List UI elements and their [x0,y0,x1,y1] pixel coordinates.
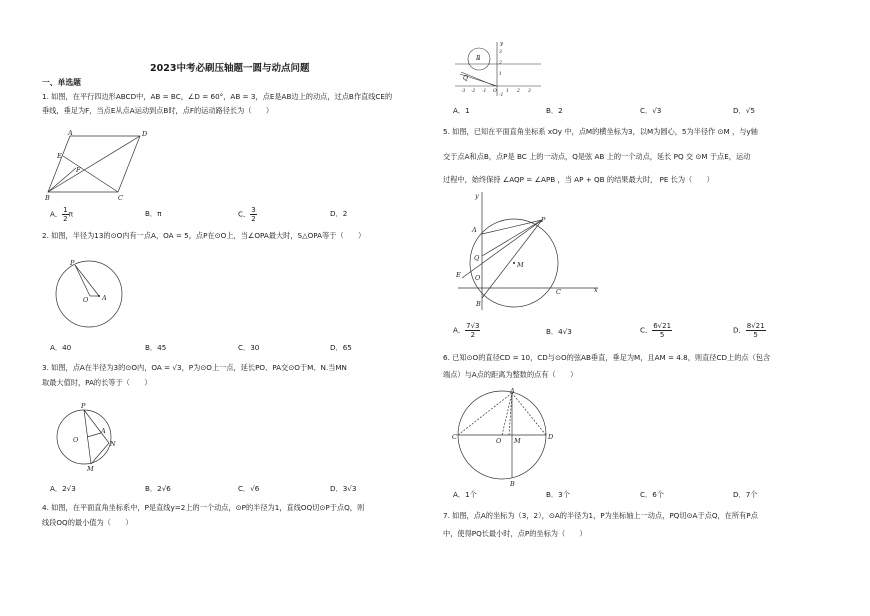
question-1-text-line2: 垂线，垂足为F，当点E从点A运动到点B时，点F的运动路径长为（ ） [42,106,274,115]
q1-label-E: E [57,152,62,160]
option-letter: A． [453,106,466,115]
fraction-denominator: 2 [470,331,476,339]
question-6-figure-circle [452,387,562,488]
option-letter: B． [546,106,559,115]
q2-option-d[interactable] [330,343,352,353]
option-letter: A． [50,209,63,219]
q3-label-N: N [110,440,116,448]
option-text: 45 [157,343,167,352]
q2-option-b[interactable] [145,343,166,353]
option-suffix: π [68,209,73,219]
page-title: 2023中考必刷压轴题一圆与动点问题 [150,63,310,74]
option-letter: D． [330,484,343,493]
question-4-text-line1: 4. 如图，在平面直角坐标系中，P是直线y=2上的一个动点，⊙P的半径为1，直线OQ切⊙P于点Q，则 [42,503,365,512]
question-5-text-line2: 交于点A和点B，点P是 BC 上的一动点，Q是弦 AB 上的一个动点，延长 PQ 交 ⊙M 于点E，运动 [443,152,751,161]
option-letter: B． [145,484,158,493]
option-letter: C． [640,106,653,115]
option-text: √6 [250,484,260,493]
q5-label-B: B [476,300,481,308]
q6-option-b[interactable] [546,490,570,500]
q6-option-d[interactable] [733,490,758,500]
q1-option-b[interactable] [145,209,161,219]
q2-label-P: P [70,259,75,267]
q3-label-A: A [101,427,106,435]
q4-tick-y-1: 1 [499,72,502,77]
q6-option-c[interactable] [640,490,664,500]
option-letter: D． [733,325,746,335]
option-letter: D． [733,106,746,115]
question-3-text-line2: 取最大值时，PA的长等于（ ） [42,378,152,387]
q5-label-C: C [556,288,561,296]
q5-option-a[interactable] [453,322,480,339]
q6-option-a[interactable] [453,490,477,500]
q4-tick-x-neg1: -1 [482,89,487,94]
q4-tick-x-neg3: -3 [461,89,466,94]
q1-label-F: F [76,166,81,174]
question-3-text-line1: 3. 如图，点A在半径为3的⊙O内，OA = √3，P为⊙O上一点，延长PO、PA交⊙O于M、N.当MN [42,363,347,372]
option-text: 65 [342,343,352,352]
fraction-numerator: 1 [63,206,68,214]
fraction-denominator: 2 [63,215,68,223]
q3-label-O: O [73,436,79,444]
option-text: 7个 [745,490,758,499]
q4-tick-y-2: 2 [499,61,502,66]
q1-label-C: C [118,194,123,202]
q5-label-P: P [541,216,546,224]
q5-label-A: A [472,226,477,234]
q6-label-D: D [548,433,554,441]
fraction-denominator: 5 [659,331,665,339]
question-6-text-line1: 6. 已知⊙O的直径CD = 10，CD与⊙O的弦AB垂直，垂足为M，且AM = 4.8，则直径CD上的点（包含 [443,353,771,362]
q1-label-D: D [142,130,148,138]
q6-label-A: A [510,387,515,395]
q3-label-M: M [87,465,94,473]
fraction-numerator: 7√3 [466,322,480,330]
option-letter: D． [330,343,343,352]
option-text: 2 [342,209,348,218]
q5-option-d[interactable] [733,322,766,339]
option-letter: A． [453,490,466,499]
option-text: 3√3 [342,484,357,493]
option-letter: C． [238,209,251,219]
option-text: 3个 [558,490,570,499]
option-letter: C． [640,325,653,335]
q3-option-a[interactable] [50,484,76,494]
q1-option-d[interactable] [330,209,347,219]
question-5-text-line1: 5. 如图，已知在平面直角坐标系 xOy 中，点M的横坐标为3，以M为圆心，5为半径作 ⊙M ，与y轴 [443,127,758,136]
option-text: 4√3 [558,327,572,336]
q4-option-a[interactable] [453,106,470,116]
option-text: 6个 [652,490,664,499]
q6-label-C: C [452,433,457,441]
option-text: 2√3 [62,484,76,493]
option-letter: C． [238,343,251,352]
option-text: π [157,209,162,218]
question-1-figure-parallelogram [45,128,158,202]
option-text: 2 [558,106,563,115]
q4-tick-x-3: 3 [528,89,531,94]
q5-label-O: O [475,274,481,282]
fraction-denominator: 2 [251,215,256,223]
q4-tick-x-origin: O [493,89,497,94]
section-heading: 一、单选题 [42,78,81,87]
option-text: √5 [745,106,755,115]
question-5-figure-coordinate-circle [450,190,605,315]
option-text: 1个 [465,490,477,499]
q5-option-b[interactable] [546,327,572,337]
q5-label-x: x [594,286,598,294]
q4-tick-x-2: 2 [517,89,520,94]
option-letter: C． [238,484,251,493]
q4-option-c[interactable] [640,106,661,116]
fraction-denominator: 5 [753,331,758,339]
q1-option-c[interactable] [238,206,257,223]
option-letter: D． [330,209,343,218]
question-5-text-line3: 过程中，始终保持 ∠AQP = ∠APB ，当 AP + QB 的结果最大时， PE 长为（ ） [443,175,714,184]
q3-label-P: P [81,402,86,410]
option-letter: B． [145,209,158,218]
question-7-text-line2: 中，使得PQ长最小时，点P的坐标为（ ） [443,529,587,538]
question-2-figure-circle [55,258,130,333]
q2-option-c[interactable] [238,343,259,353]
q5-label-M: M [517,261,524,269]
option-letter: C． [640,490,653,499]
option-letter: D． [733,490,746,499]
q6-label-O: O [496,437,502,445]
fraction-numerator: 8√21 [746,322,765,330]
question-6-text-line2: 端点）与A点的距离为整数的点有（ ） [443,370,578,379]
q4-option-b[interactable] [546,106,563,116]
q3-option-b[interactable] [145,484,171,494]
option-text: 30 [250,343,260,352]
q2-label-O: O [83,296,89,304]
question-4-text-line2: 线段OQ的最小值为（ ） [42,518,133,527]
option-text: 2√6 [157,484,171,493]
q4-label-y: y [500,41,504,47]
fraction-numerator: 3 [251,206,256,214]
q6-label-B: B [510,480,515,488]
question-3-figure-circle [55,400,125,472]
option-letter: B． [145,343,158,352]
option-letter: A． [50,343,63,352]
question-7-text-line1: 7. 如图，点A的坐标为（3，2），⊙A的半径为1，P为坐标轴上一动点，PQ切⊙A于点Q，在所有P点 [443,511,758,520]
q2-label-A: A [102,294,107,302]
question-4-figure-coordinate [455,40,545,98]
question-2-text-line1: 2. 如图，半径为13的⊙O内有一点A，OA = 5，点P在⊙O上，当∠OPA最大时，S△OPA等于（ ） [42,231,366,240]
q4-option-d[interactable] [733,106,755,116]
q4-tick-x-1: 1 [506,89,509,94]
q3-option-c[interactable] [238,484,259,494]
q5-label-y: y [475,192,479,200]
option-letter: A． [50,484,63,493]
q6-label-M: M [514,437,521,445]
option-text: 1 [465,106,470,115]
option-letter: B． [546,490,559,499]
q2-option-a[interactable] [50,343,71,353]
q3-option-d[interactable] [330,484,356,494]
q4-tick-y-neg1: -1 [499,93,504,98]
q5-option-c[interactable] [640,322,672,339]
q1-label-A: A [68,129,73,137]
q5-label-Q: Q [474,254,480,262]
option-letter: A． [453,325,466,335]
q4-label-Q: Q [463,75,468,82]
option-letter: B． [546,327,559,336]
q5-label-E: E [456,271,461,279]
question-1-text-line1: 1. 如图，在平行四边形ABCD中，AB = BC，∠D = 60°，AB = 3，点E是AB边上的动点，过点B作直线CE的 [42,92,393,101]
q1-option-a[interactable] [50,206,73,223]
q4-tick-y-3: 3 [499,50,502,55]
q4-tick-x-neg2: -2 [471,89,476,94]
option-text: √3 [652,106,662,115]
fraction-numerator: 6√21 [653,322,672,330]
q1-label-B: B [45,194,50,202]
q4-label-P: P [476,55,481,62]
option-text: 40 [62,343,72,352]
